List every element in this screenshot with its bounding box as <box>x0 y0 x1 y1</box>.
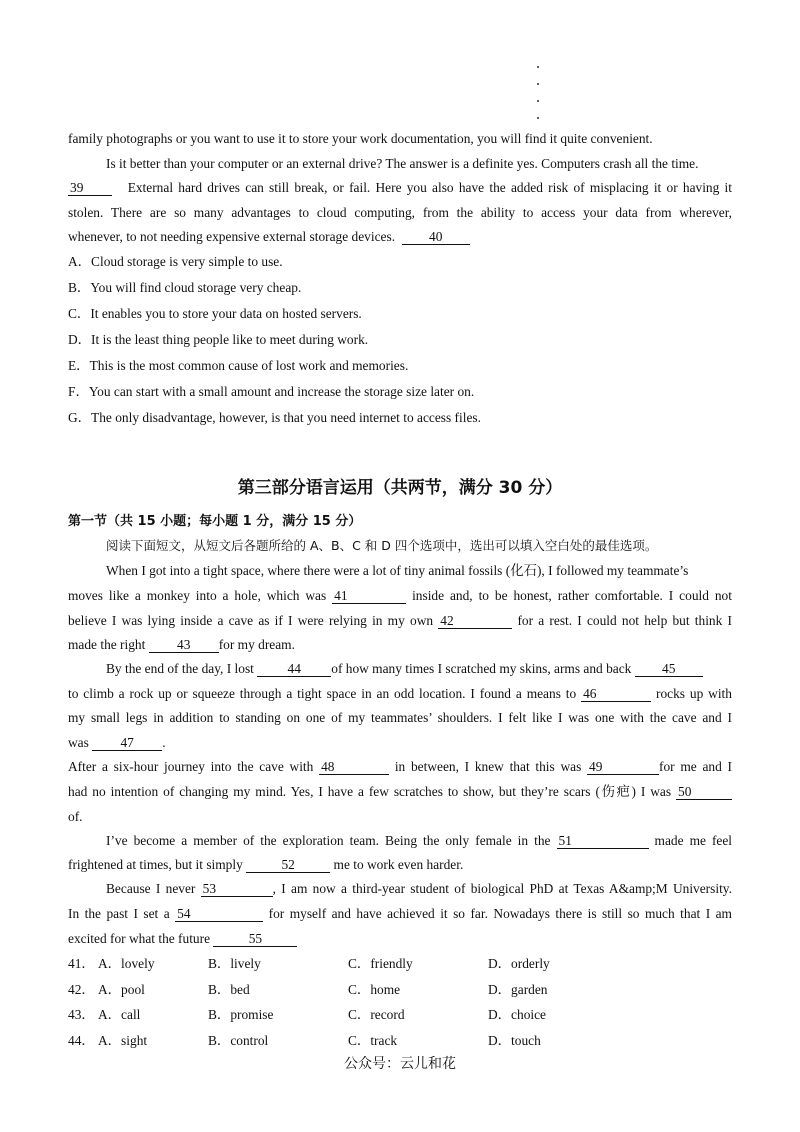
passage-line: stolen. There are so many advantages to cloud computing, from the ability to access your data from wherever, <box>68 205 732 220</box>
question-number: 42． <box>68 982 95 997</box>
header-dots <box>537 66 543 134</box>
option-b: B．promise <box>208 1007 274 1022</box>
subsection-title: 第一节（共 15 小题；每小题 1 分，满分 15 分） <box>68 514 362 529</box>
option-d: D．garden <box>488 982 548 997</box>
question-number: 43． <box>68 1007 95 1022</box>
option-c: C．record <box>348 1007 405 1022</box>
cloze-line: In the past I set a 54 for myself and have achieved it so far. Nowadays there is still so much that I am <box>68 906 732 921</box>
option-line: B．You will find cloud storage very cheap. <box>68 280 302 295</box>
cloze-line: of. <box>68 809 83 824</box>
cloze-line: to climb a rock up or squeeze through a tight space in an odd location. I found a means to 46 rocks up with <box>68 686 732 701</box>
option-a: A．call <box>98 1007 141 1022</box>
blank-45: 45 <box>635 662 703 677</box>
blank-53: 53 <box>201 882 273 897</box>
option-d: D．choice <box>488 1007 547 1022</box>
option-line: F．You can start with a small amount and increase the storage size later on. <box>68 384 475 399</box>
option-line: A．Cloud storage is very simple to use. <box>68 254 283 269</box>
option-a: A．pool <box>98 982 145 997</box>
cloze-line: made the right 43 for my dream. <box>68 637 295 652</box>
blank-43: 43 <box>149 638 219 653</box>
blank-47: 47 <box>92 736 162 751</box>
option-c: C．friendly <box>348 956 413 971</box>
question-number: 41． <box>68 956 95 971</box>
option-c: C．home <box>348 982 401 997</box>
dot <box>537 66 539 68</box>
footer-watermark: 公众号：云儿和花 <box>344 1056 456 1072</box>
cloze-line: had no intention of changing my mind. Yes, I have a few scratches to show, but they’re scars (伤疤) I was 50 <box>68 783 732 801</box>
section-title: 第三部分语言运用（共两节，满分 30 分） <box>237 478 563 498</box>
passage-line: 39 External hard drives can still break, or fail. Here you also have the added risk of misplacing it or having it <box>70 180 732 195</box>
blank-41: 41 <box>332 589 406 604</box>
blank-50: 50 <box>676 785 732 800</box>
blank-55: 55 <box>213 932 297 947</box>
blank-46: 46 <box>581 687 651 702</box>
cloze-line: excited for what the future 55 <box>68 930 732 948</box>
option-line: G．The only disadvantage, however, is that you need internet to access files. <box>68 410 481 425</box>
cloze-line: my small legs in addition to standing on one of my teammates’ shoulders. I felt like I was one with the cave and I <box>68 710 732 725</box>
option-line: E．This is the most common cause of lost work and memories. <box>68 358 409 373</box>
blank-49: 49 <box>587 760 659 775</box>
option-b: B．lively <box>208 956 261 971</box>
cloze-line: Because I never 53 , I am now a third-year student of biological PhD at Texas A&amp;M University. <box>106 881 732 896</box>
blank-52: 52 <box>246 858 330 873</box>
passage-line: whenever, to not needing expensive external storage devices. 40 <box>68 228 732 246</box>
cloze-line: When I got into a tight space, where there were a lot of tiny animal fossils (化石), I followed my teammate’s <box>106 563 689 578</box>
cloze-line: I’ve become a member of the exploration team. Being the only female in the 51 made me feel <box>106 833 733 848</box>
option-line: C．It enables you to store your data on hosted servers. <box>68 306 362 321</box>
blank-42: 42 <box>438 614 512 629</box>
blank-39: 39 <box>68 181 112 196</box>
passage-line: family photographs or you want to use it to store your work documentation, you will find it quite convenient. <box>68 131 653 146</box>
cloze-line: believe I was lying inside a cave as if I were relying in my own 42 for a rest. I could not help but think I <box>68 613 732 628</box>
question-number: 44． <box>68 1033 95 1048</box>
option-d: D．orderly <box>488 956 550 971</box>
cloze-line: moves like a monkey into a hole, which was 41 inside and, to be honest, rather comfortable. I could not <box>68 588 732 603</box>
blank-54: 54 <box>175 907 263 922</box>
option-b: B．bed <box>208 982 250 997</box>
instruction: 阅读下面短文，从短文后各题所给的 A、B、C 和 D 四个选项中，选出可以填入空白处的最佳选项。 <box>106 538 658 553</box>
cloze-line: By the end of the day, I lost 44 of how many times I scratched my skins, arms and back 45 <box>106 660 732 678</box>
option-line: D．It is the least thing people like to meet during work. <box>68 332 369 347</box>
blank-44: 44 <box>257 662 331 677</box>
blank-51: 51 <box>557 834 649 849</box>
dot <box>537 117 539 119</box>
option-a: A．sight <box>98 1033 148 1048</box>
option-b: B．control <box>208 1033 269 1048</box>
option-a: A．lovely <box>98 956 155 971</box>
option-c: C．track <box>348 1033 398 1048</box>
blank-40: 40 <box>402 230 470 245</box>
cloze-line: was 47 . <box>68 735 166 750</box>
cloze-line: After a six-hour journey into the cave with 48 in between, I knew that this was 49 for me and I <box>68 759 732 774</box>
dot <box>537 83 539 85</box>
cloze-line: frightened at times, but it simply 52 me to work even harder. <box>68 857 464 872</box>
passage-line: Is it better than your computer or an external drive? The answer is a definite yes. Computers crash all the time. <box>106 156 699 171</box>
dot <box>537 100 539 102</box>
blank-48: 48 <box>319 760 389 775</box>
option-d: D．touch <box>488 1033 541 1048</box>
